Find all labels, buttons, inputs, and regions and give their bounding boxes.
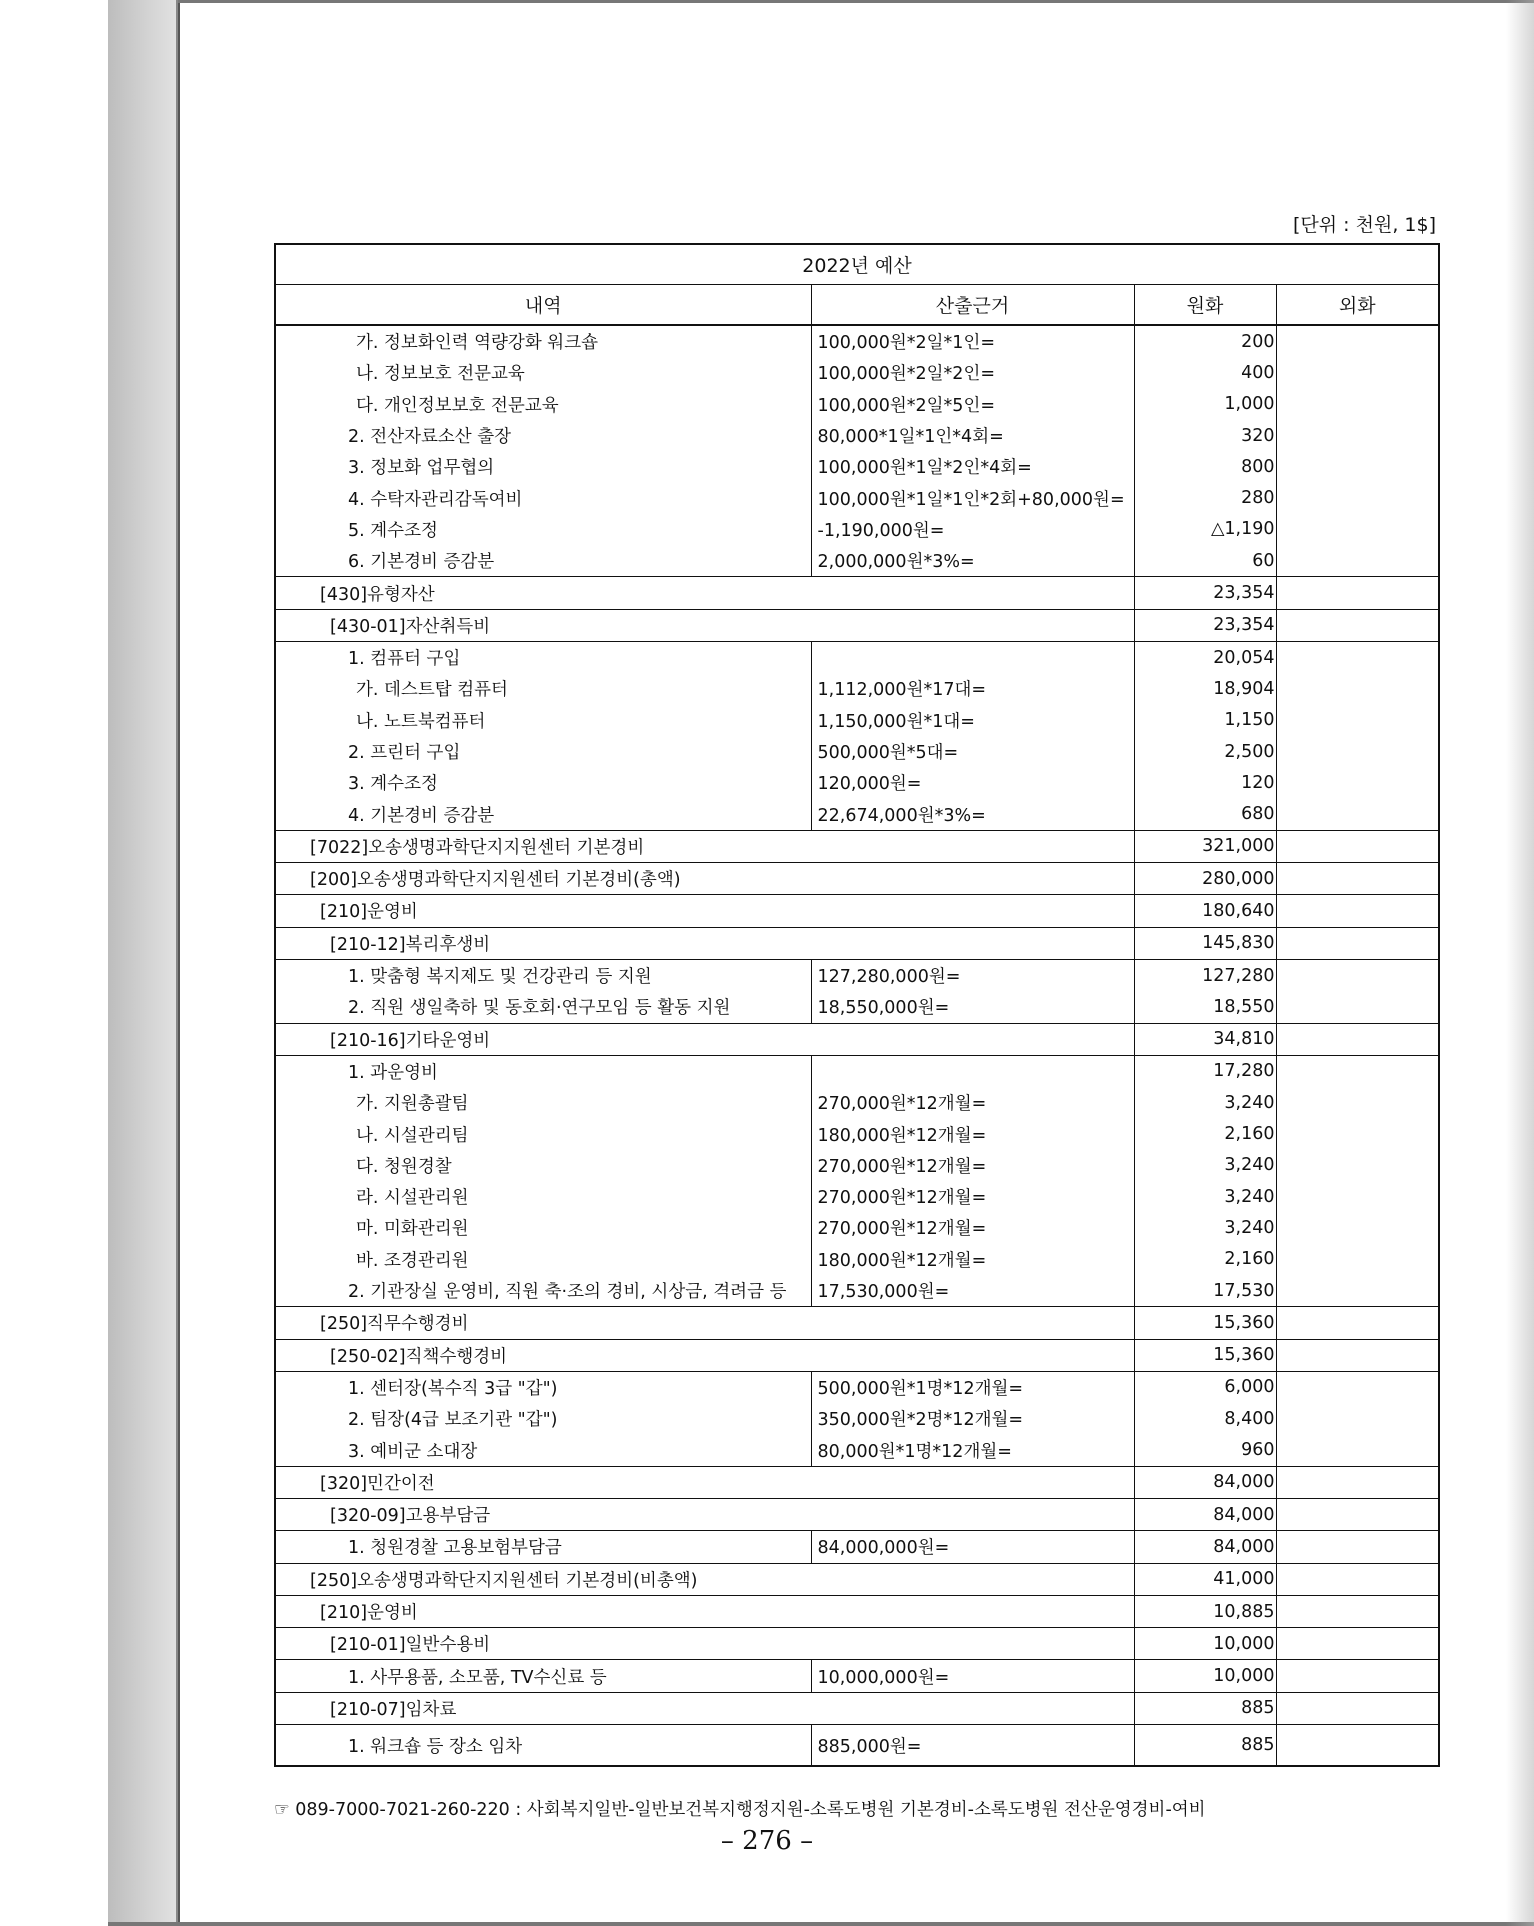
row-won-amount: 3,240	[1134, 1181, 1276, 1212]
row-description: 2. 팀장(4급 보조기관 "갑")	[275, 1403, 811, 1434]
budget-table-body	[275, 325, 1439, 1766]
row-basis	[811, 641, 1134, 673]
column-header-description: 내역	[275, 285, 811, 326]
row-basis: 500,000원*1명*12개월=	[811, 1371, 1134, 1403]
table-row	[275, 798, 1439, 830]
row-won-amount: 1,000	[1134, 389, 1276, 420]
column-header-won: 원화	[1134, 285, 1276, 326]
table-row	[275, 1371, 1439, 1403]
table-row	[275, 1023, 1439, 1055]
row-basis: 100,000원*2일*1인=	[811, 325, 1134, 357]
table-row	[275, 357, 1439, 388]
row-description: 3. 정보화 업무협의	[275, 451, 811, 482]
row-foreign-amount	[1276, 609, 1439, 641]
row-won-amount: 23,354	[1134, 609, 1276, 641]
row-won-amount: 320	[1134, 420, 1276, 451]
row-description: 6. 기본경비 증감분	[275, 545, 811, 577]
row-foreign-amount	[1276, 1055, 1439, 1087]
table-row	[275, 1498, 1439, 1530]
row-foreign-amount	[1276, 1150, 1439, 1181]
row-won-amount: 41,000	[1134, 1563, 1276, 1595]
row-foreign-amount	[1276, 1563, 1439, 1595]
row-description: 라. 시설관리원	[275, 1181, 811, 1212]
row-basis: 500,000원*5대=	[811, 736, 1134, 767]
row-won-amount: 10,000	[1134, 1660, 1276, 1692]
table-row	[275, 420, 1439, 451]
table-row	[275, 1660, 1439, 1692]
row-description: 다. 청원경찰	[275, 1150, 811, 1181]
table-row	[275, 325, 1439, 357]
row-foreign-amount	[1276, 1023, 1439, 1055]
row-won-amount: 15,360	[1134, 1307, 1276, 1339]
row-description: [250]직무수행경비	[275, 1307, 1134, 1339]
row-description: [250]오송생명과학단지지원센터 기본경비(비총액)	[275, 1563, 1134, 1595]
row-won-amount: 18,904	[1134, 673, 1276, 704]
page-right-shadow	[1506, 0, 1534, 1926]
row-description: 나. 노트북컴퓨터	[275, 705, 811, 736]
table-row	[275, 482, 1439, 513]
row-basis	[811, 1055, 1134, 1087]
table-row	[275, 1595, 1439, 1627]
row-foreign-amount	[1276, 357, 1439, 388]
row-description: 가. 데스트탑 컴퓨터	[275, 673, 811, 704]
column-header-foreign: 외화	[1276, 285, 1439, 326]
row-description: 1. 컴퓨터 구입	[275, 641, 811, 673]
table-row	[275, 1307, 1439, 1339]
row-basis: 1,112,000원*17대=	[811, 673, 1134, 704]
row-won-amount: 84,000	[1134, 1466, 1276, 1498]
row-foreign-amount	[1276, 1339, 1439, 1371]
footnote: ☞ 089-7000-7021-260-220 : 사회복지일반-일반보건복지행정지원-소록도병원 기본경비-소록도병원 전산운영경비-여비	[274, 1800, 1206, 1820]
page-number: – 276 –	[720, 1826, 814, 1856]
row-won-amount: 680	[1134, 798, 1276, 830]
table-row	[275, 1118, 1439, 1149]
row-description: [210]운영비	[275, 1595, 1134, 1627]
table-row	[275, 1466, 1439, 1498]
row-basis: 1,150,000원*1대=	[811, 705, 1134, 736]
row-won-amount: 3,240	[1134, 1150, 1276, 1181]
row-description: 2. 기관장실 운영비, 직원 축·조의 경비, 시상금, 격려금 등	[275, 1275, 811, 1307]
row-description: 가. 지원총괄팀	[275, 1087, 811, 1118]
row-foreign-amount	[1276, 1275, 1439, 1307]
row-won-amount: 145,830	[1134, 927, 1276, 959]
table-row	[275, 1244, 1439, 1275]
column-header-basis: 산출근거	[811, 285, 1134, 326]
row-basis: 84,000,000원=	[811, 1531, 1134, 1563]
row-won-amount: △1,190	[1134, 514, 1276, 545]
row-basis: 100,000원*1일*1인*2회+80,000원=	[811, 482, 1134, 513]
row-won-amount: 3,240	[1134, 1087, 1276, 1118]
page-top-border	[178, 0, 1534, 3]
row-won-amount: 127,280	[1134, 959, 1276, 991]
row-description: 1. 워크숍 등 장소 임차	[275, 1725, 811, 1767]
row-foreign-amount	[1276, 577, 1439, 609]
row-description: [210-16]기타운영비	[275, 1023, 1134, 1055]
row-basis: 270,000원*12개월=	[811, 1150, 1134, 1181]
row-won-amount: 180,640	[1134, 895, 1276, 927]
row-description: 바. 조경관리원	[275, 1244, 811, 1275]
row-basis: 2,000,000원*3%=	[811, 545, 1134, 577]
unit-label: [단위 : 천원, 1$]	[1293, 214, 1436, 236]
row-description: 나. 정보보호 전문교육	[275, 357, 811, 388]
row-foreign-amount	[1276, 1403, 1439, 1434]
row-foreign-amount	[1276, 767, 1439, 798]
table-row	[275, 959, 1439, 991]
table-row	[275, 451, 1439, 482]
row-won-amount: 1,150	[1134, 705, 1276, 736]
row-foreign-amount	[1276, 1371, 1439, 1403]
row-won-amount: 23,354	[1134, 577, 1276, 609]
row-foreign-amount	[1276, 1725, 1439, 1767]
row-description: 1. 청원경찰 고용보험부담금	[275, 1531, 811, 1563]
row-foreign-amount	[1276, 1307, 1439, 1339]
row-won-amount: 18,550	[1134, 991, 1276, 1023]
row-won-amount: 800	[1134, 451, 1276, 482]
row-description: [200]오송생명과학단지지원센터 기본경비(총액)	[275, 863, 1134, 895]
row-won-amount: 400	[1134, 357, 1276, 388]
row-basis: 100,000원*2일*5인=	[811, 389, 1134, 420]
table-row	[275, 1531, 1439, 1563]
table-row	[275, 1628, 1439, 1660]
table-row	[275, 830, 1439, 862]
table-row	[275, 1181, 1439, 1212]
table-row	[275, 641, 1439, 673]
row-basis: -1,190,000원=	[811, 514, 1134, 545]
row-won-amount: 120	[1134, 767, 1276, 798]
row-foreign-amount	[1276, 959, 1439, 991]
row-won-amount: 2,500	[1134, 736, 1276, 767]
row-won-amount: 17,280	[1134, 1055, 1276, 1087]
table-row	[275, 705, 1439, 736]
row-description: 2. 직원 생일축하 및 동호회·연구모임 등 활동 지원	[275, 991, 811, 1023]
row-basis: 22,674,000원*3%=	[811, 798, 1134, 830]
row-basis: 17,530,000원=	[811, 1275, 1134, 1307]
row-description: 다. 개인정보보호 전문교육	[275, 389, 811, 420]
row-foreign-amount	[1276, 420, 1439, 451]
row-won-amount: 6,000	[1134, 1371, 1276, 1403]
row-basis: 270,000원*12개월=	[811, 1212, 1134, 1243]
row-foreign-amount	[1276, 514, 1439, 545]
row-foreign-amount	[1276, 389, 1439, 420]
row-description: 1. 맞춤형 복지제도 및 건강관리 등 지원	[275, 959, 811, 991]
table-row	[275, 514, 1439, 545]
row-basis: 80,000원*1명*12개월=	[811, 1434, 1134, 1466]
row-won-amount: 280,000	[1134, 863, 1276, 895]
row-won-amount: 2,160	[1134, 1118, 1276, 1149]
row-won-amount: 885	[1134, 1725, 1276, 1767]
table-row	[275, 895, 1439, 927]
row-basis: 270,000원*12개월=	[811, 1181, 1134, 1212]
row-won-amount: 10,000	[1134, 1628, 1276, 1660]
row-basis: 100,000원*1일*2인*4회=	[811, 451, 1134, 482]
table-row	[275, 545, 1439, 577]
row-description: 1. 센터장(복수직 3급 "갑")	[275, 1371, 811, 1403]
row-foreign-amount	[1276, 1212, 1439, 1243]
row-description: [210-12]복리후생비	[275, 927, 1134, 959]
row-won-amount: 84,000	[1134, 1498, 1276, 1530]
row-foreign-amount	[1276, 325, 1439, 357]
row-won-amount: 321,000	[1134, 830, 1276, 862]
row-won-amount: 10,885	[1134, 1595, 1276, 1627]
row-basis: 180,000원*12개월=	[811, 1118, 1134, 1149]
row-basis: 120,000원=	[811, 767, 1134, 798]
row-description: [320-09]고용부담금	[275, 1498, 1134, 1530]
table-row	[275, 767, 1439, 798]
row-basis: 180,000원*12개월=	[811, 1244, 1134, 1275]
table-row	[275, 1339, 1439, 1371]
row-foreign-amount	[1276, 1692, 1439, 1724]
table-row	[275, 1150, 1439, 1181]
row-won-amount: 960	[1134, 1434, 1276, 1466]
row-basis: 100,000원*2일*2인=	[811, 357, 1134, 388]
row-foreign-amount	[1276, 1087, 1439, 1118]
row-foreign-amount	[1276, 1466, 1439, 1498]
row-foreign-amount	[1276, 895, 1439, 927]
budget-table	[274, 243, 1440, 1767]
table-row	[275, 1403, 1439, 1434]
row-foreign-amount	[1276, 705, 1439, 736]
row-foreign-amount	[1276, 798, 1439, 830]
row-description: [7022]오송생명과학단지지원센터 기본경비	[275, 830, 1134, 862]
row-foreign-amount	[1276, 673, 1439, 704]
row-description: 2. 프린터 구입	[275, 736, 811, 767]
row-foreign-amount	[1276, 641, 1439, 673]
row-description: 1. 과운영비	[275, 1055, 811, 1087]
row-foreign-amount	[1276, 1118, 1439, 1149]
row-description: 2. 전산자료소산 출장	[275, 420, 811, 451]
row-foreign-amount	[1276, 1244, 1439, 1275]
row-description: 나. 시설관리팀	[275, 1118, 811, 1149]
row-description: [210-01]일반수용비	[275, 1628, 1134, 1660]
table-row	[275, 1212, 1439, 1243]
row-won-amount: 3,240	[1134, 1212, 1276, 1243]
page-bottom-border	[108, 1922, 1534, 1926]
row-foreign-amount	[1276, 1181, 1439, 1212]
row-basis: 270,000원*12개월=	[811, 1087, 1134, 1118]
row-description: 마. 미화관리원	[275, 1212, 811, 1243]
table-row	[275, 1055, 1439, 1087]
row-description: 가. 정보화인력 역량강화 워크숍	[275, 325, 811, 357]
row-foreign-amount	[1276, 736, 1439, 767]
row-foreign-amount	[1276, 1595, 1439, 1627]
row-foreign-amount	[1276, 1498, 1439, 1530]
table-row	[275, 609, 1439, 641]
row-foreign-amount	[1276, 482, 1439, 513]
table-row	[275, 577, 1439, 609]
row-basis: 127,280,000원=	[811, 959, 1134, 991]
table-row	[275, 1275, 1439, 1307]
row-description: 5. 계수조정	[275, 514, 811, 545]
row-foreign-amount	[1276, 1531, 1439, 1563]
table-row	[275, 673, 1439, 704]
row-description: 4. 기본경비 증감분	[275, 798, 811, 830]
row-description: [210-07]임차료	[275, 1692, 1134, 1724]
row-basis: 18,550,000원=	[811, 991, 1134, 1023]
row-description: 3. 계수조정	[275, 767, 811, 798]
row-description: 3. 예비군 소대장	[275, 1434, 811, 1466]
row-won-amount: 84,000	[1134, 1531, 1276, 1563]
row-won-amount: 8,400	[1134, 1403, 1276, 1434]
row-won-amount: 2,160	[1134, 1244, 1276, 1275]
row-description: [320]민간이전	[275, 1466, 1134, 1498]
table-row	[275, 1692, 1439, 1724]
table-row	[275, 1087, 1439, 1118]
row-description: 4. 수탁자관리감독여비	[275, 482, 811, 513]
table-row	[275, 863, 1439, 895]
row-won-amount: 280	[1134, 482, 1276, 513]
table-row	[275, 1563, 1439, 1595]
table-title: 2022년 예산	[275, 244, 1439, 285]
page-stack-edge	[108, 0, 178, 1926]
table-row	[275, 927, 1439, 959]
row-foreign-amount	[1276, 991, 1439, 1023]
row-description: 1. 사무용품, 소모품, TV수신료 등	[275, 1660, 811, 1692]
row-foreign-amount	[1276, 863, 1439, 895]
row-foreign-amount	[1276, 1434, 1439, 1466]
row-won-amount: 885	[1134, 1692, 1276, 1724]
table-row	[275, 991, 1439, 1023]
row-foreign-amount	[1276, 545, 1439, 577]
row-basis: 80,000*1일*1인*4회=	[811, 420, 1134, 451]
row-foreign-amount	[1276, 451, 1439, 482]
row-basis: 350,000원*2명*12개월=	[811, 1403, 1134, 1434]
row-description: [430-01]자산취득비	[275, 609, 1134, 641]
row-description: [430]유형자산	[275, 577, 1134, 609]
row-description: [210]운영비	[275, 895, 1134, 927]
row-foreign-amount	[1276, 830, 1439, 862]
row-basis: 885,000원=	[811, 1725, 1134, 1767]
row-won-amount: 20,054	[1134, 641, 1276, 673]
row-foreign-amount	[1276, 927, 1439, 959]
row-won-amount: 60	[1134, 545, 1276, 577]
table-row	[275, 1434, 1439, 1466]
row-foreign-amount	[1276, 1660, 1439, 1692]
row-won-amount: 200	[1134, 325, 1276, 357]
row-won-amount: 17,530	[1134, 1275, 1276, 1307]
row-description: [250-02]직책수행경비	[275, 1339, 1134, 1371]
row-won-amount: 15,360	[1134, 1339, 1276, 1371]
table-row	[275, 736, 1439, 767]
table-row	[275, 389, 1439, 420]
row-basis: 10,000,000원=	[811, 1660, 1134, 1692]
row-foreign-amount	[1276, 1628, 1439, 1660]
row-won-amount: 34,810	[1134, 1023, 1276, 1055]
table-row	[275, 1725, 1439, 1767]
